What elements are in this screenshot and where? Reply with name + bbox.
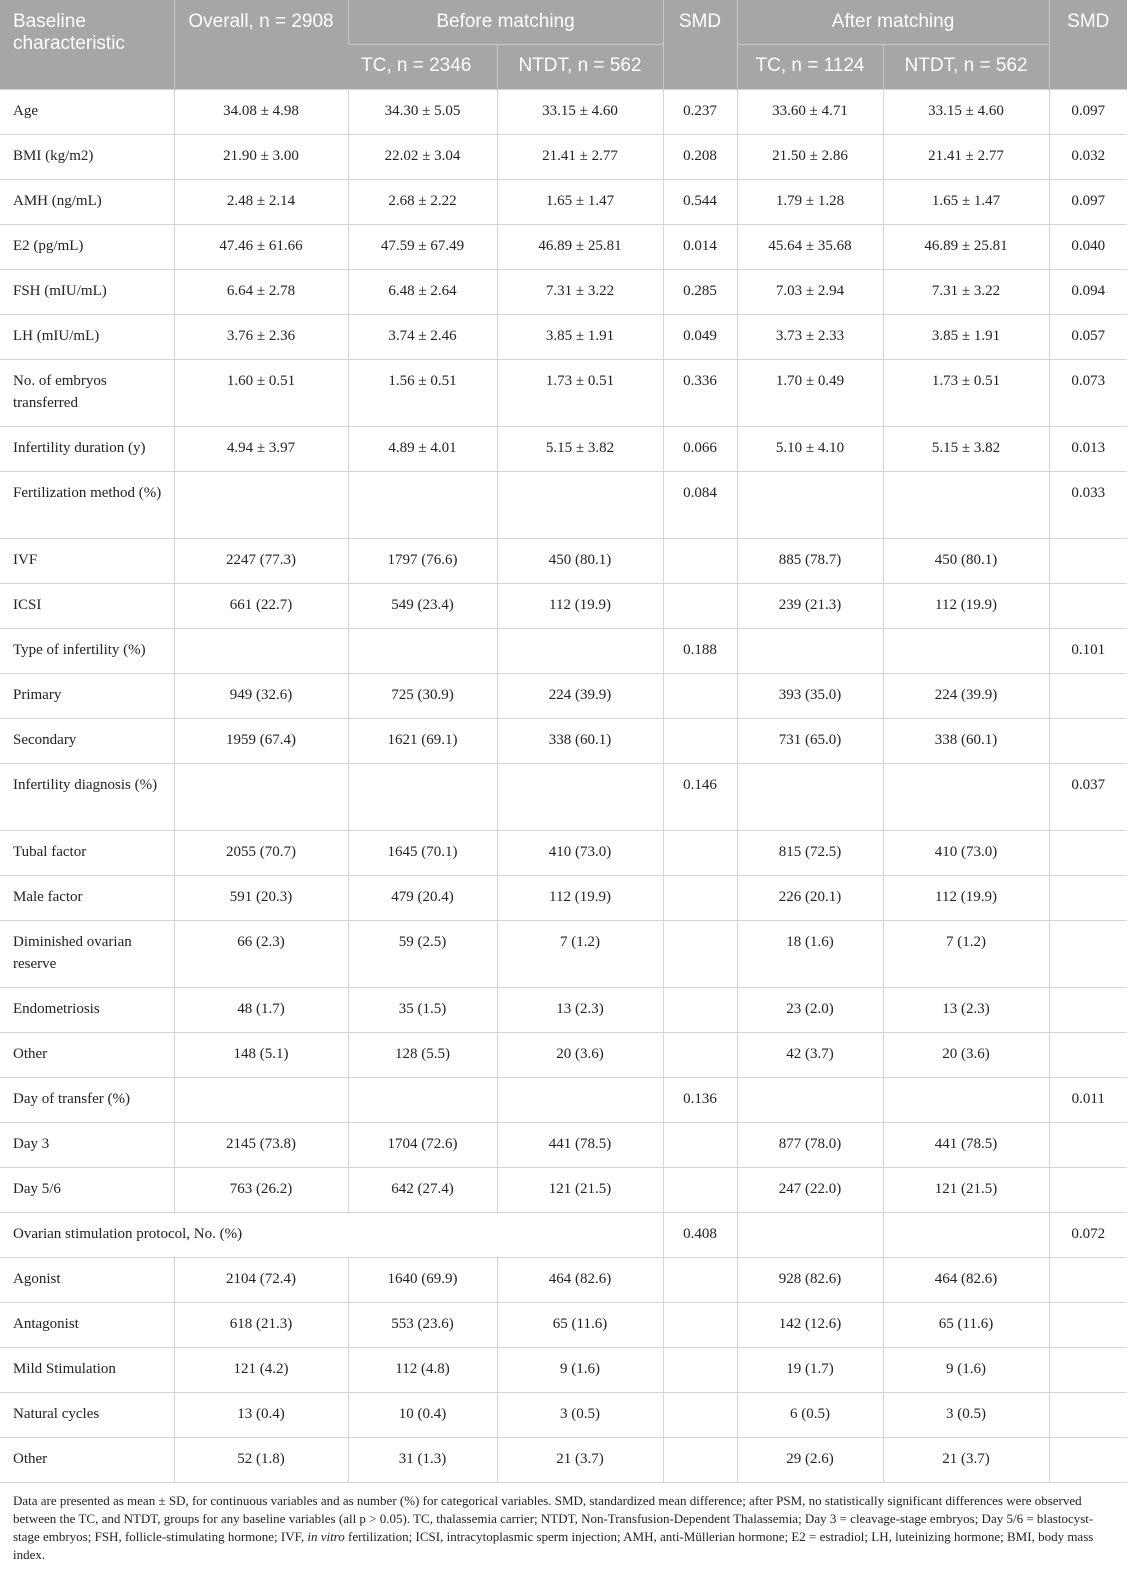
- cell-smd-after: 0.072: [1049, 1213, 1127, 1258]
- table-row: [0, 1258, 1127, 1303]
- cell-overall: 34.08 ± 4.98: [174, 90, 348, 135]
- cell-after-ntdt: 3.85 ± 1.91: [883, 315, 1049, 360]
- cell-smd-before: 0.066: [663, 427, 737, 472]
- table-row: [0, 1213, 1127, 1258]
- cell-after-tc: 45.64 ± 35.68: [737, 225, 883, 270]
- cell-smd-after: [1049, 1348, 1127, 1393]
- table-row: [0, 539, 1127, 584]
- header-smd-before: SMD: [663, 0, 737, 90]
- cell-before-ntdt: 338 (60.1): [497, 719, 663, 764]
- cell-smd-after: [1049, 988, 1127, 1033]
- cell-after-ntdt: 450 (80.1): [883, 539, 1049, 584]
- cell-before-tc: 59 (2.5): [348, 921, 497, 988]
- cell-smd-before: [663, 719, 737, 764]
- cell-after-tc: 6 (0.5): [737, 1393, 883, 1438]
- table-row: [0, 1078, 1127, 1123]
- row-label: IVF: [0, 539, 174, 584]
- cell-before-ntdt: 21.41 ± 2.77: [497, 135, 663, 180]
- cell-smd-after: 0.073: [1049, 360, 1127, 427]
- cell-smd-before: [663, 1168, 737, 1213]
- cell-before-ntdt: 13 (2.3): [497, 988, 663, 1033]
- cell-after-ntdt: [883, 764, 1049, 831]
- header-after-ntdt: NTDT, n = 562: [883, 45, 1049, 90]
- cell-after-ntdt: 7 (1.2): [883, 921, 1049, 988]
- cell-after-tc: 815 (72.5): [737, 831, 883, 876]
- cell-smd-after: 0.013: [1049, 427, 1127, 472]
- row-label: ICSI: [0, 584, 174, 629]
- cell-before-tc: 1645 (70.1): [348, 831, 497, 876]
- cell-smd-after: [1049, 584, 1127, 629]
- cell-smd-before: [663, 1438, 737, 1483]
- cell-smd-after: 0.057: [1049, 315, 1127, 360]
- cell-after-ntdt: 1.65 ± 1.47: [883, 180, 1049, 225]
- row-label: Type of infertility (%): [0, 629, 174, 674]
- row-label: Fertilization method (%): [0, 472, 174, 539]
- cell-overall: 2104 (72.4): [174, 1258, 348, 1303]
- cell-smd-before: 0.237: [663, 90, 737, 135]
- header-overall: Overall, n = 2908: [174, 0, 348, 90]
- cell-overall: 2145 (73.8): [174, 1123, 348, 1168]
- cell-after-ntdt: 224 (39.9): [883, 674, 1049, 719]
- table-row: [0, 1438, 1127, 1483]
- cell-after-ntdt: 46.89 ± 25.81: [883, 225, 1049, 270]
- cell-after-ntdt: 65 (11.6): [883, 1303, 1049, 1348]
- row-label: No. of embryos transferred: [0, 360, 174, 427]
- cell-smd-after: 0.033: [1049, 472, 1127, 539]
- cell-before-tc: 1797 (76.6): [348, 539, 497, 584]
- cell-overall: 949 (32.6): [174, 674, 348, 719]
- cell-before-tc: [348, 764, 497, 831]
- cell-before-ntdt: 9 (1.6): [497, 1348, 663, 1393]
- cell-before-tc: 35 (1.5): [348, 988, 497, 1033]
- cell-before-tc: 1621 (69.1): [348, 719, 497, 764]
- cell-overall: [174, 1078, 348, 1123]
- cell-overall: [174, 629, 348, 674]
- cell-after-tc: 731 (65.0): [737, 719, 883, 764]
- row-label: BMI (kg/m2): [0, 135, 174, 180]
- table-row: [0, 315, 1127, 360]
- row-label: Agonist: [0, 1258, 174, 1303]
- table-footnote: [0, 1483, 1123, 1564]
- header-before-tc: TC, n = 2346: [348, 45, 497, 90]
- cell-after-tc: 226 (20.1): [737, 876, 883, 921]
- cell-overall: 121 (4.2): [174, 1348, 348, 1393]
- cell-before-ntdt: [497, 1078, 663, 1123]
- table-row: [0, 764, 1127, 831]
- cell-before-tc: 1.56 ± 0.51: [348, 360, 497, 427]
- cell-smd-before: [663, 1393, 737, 1438]
- cell-smd-after: 0.037: [1049, 764, 1127, 831]
- cell-smd-after: [1049, 539, 1127, 584]
- cell-before-tc: 10 (0.4): [348, 1393, 497, 1438]
- table-row: [0, 719, 1127, 764]
- cell-smd-before: 0.544: [663, 180, 737, 225]
- footnote-italic: in vitro: [307, 1529, 345, 1544]
- cell-after-tc: [737, 1213, 883, 1258]
- row-label: E2 (pg/mL): [0, 225, 174, 270]
- table-row: [0, 360, 1127, 427]
- cell-after-tc: 247 (22.0): [737, 1168, 883, 1213]
- cell-after-ntdt: 33.15 ± 4.60: [883, 90, 1049, 135]
- cell-before-ntdt: 464 (82.6): [497, 1258, 663, 1303]
- cell-before-tc: 479 (20.4): [348, 876, 497, 921]
- cell-smd-before: 0.408: [663, 1213, 737, 1258]
- cell-after-tc: 1.70 ± 0.49: [737, 360, 883, 427]
- cell-before-ntdt: 224 (39.9): [497, 674, 663, 719]
- cell-before-tc: 128 (5.5): [348, 1033, 497, 1078]
- row-label: FSH (mIU/mL): [0, 270, 174, 315]
- header-before-matching: Before matching: [348, 0, 663, 45]
- cell-before-ntdt: [497, 764, 663, 831]
- row-label: Endometriosis: [0, 988, 174, 1033]
- cell-overall: 52 (1.8): [174, 1438, 348, 1483]
- cell-after-tc: [737, 472, 883, 539]
- table-row: [0, 1123, 1127, 1168]
- cell-after-tc: 19 (1.7): [737, 1348, 883, 1393]
- cell-overall: 591 (20.3): [174, 876, 348, 921]
- cell-before-tc: 553 (23.6): [348, 1303, 497, 1348]
- cell-smd-after: 0.101: [1049, 629, 1127, 674]
- table-row: [0, 584, 1127, 629]
- row-label: Mild Stimulation: [0, 1348, 174, 1393]
- cell-after-ntdt: 1.73 ± 0.51: [883, 360, 1049, 427]
- cell-smd-after: [1049, 1033, 1127, 1078]
- cell-after-tc: 29 (2.6): [737, 1438, 883, 1483]
- cell-overall: 6.64 ± 2.78: [174, 270, 348, 315]
- cell-smd-before: [663, 584, 737, 629]
- cell-smd-after: [1049, 1258, 1127, 1303]
- cell-before-ntdt: 1.65 ± 1.47: [497, 180, 663, 225]
- table-row: [0, 1393, 1127, 1438]
- cell-smd-before: [663, 921, 737, 988]
- table-row: [0, 831, 1127, 876]
- table-row: [0, 270, 1127, 315]
- cell-overall: 48 (1.7): [174, 988, 348, 1033]
- cell-after-tc: 928 (82.6): [737, 1258, 883, 1303]
- cell-after-tc: 877 (78.0): [737, 1123, 883, 1168]
- table-row: [0, 225, 1127, 270]
- row-label: AMH (ng/mL): [0, 180, 174, 225]
- table-row: [0, 427, 1127, 472]
- cell-overall: 763 (26.2): [174, 1168, 348, 1213]
- cell-smd-before: [663, 1033, 737, 1078]
- row-label: Diminished ovarian reserve: [0, 921, 174, 988]
- cell-before-tc: 22.02 ± 3.04: [348, 135, 497, 180]
- cell-overall: 21.90 ± 3.00: [174, 135, 348, 180]
- footnote-text: Data are presented as mean ± SD, for continuous variables and as number (%) for categorical variables. SMD, standardized mean difference; after PSM, no statistically significant differences were observed between the TC, and NTDT, groups for any baseline variables (all p > 0.05). TC, thalassemia carrier; NTDT, Non-Transfusion-Dependent Thalassemia; Day 3 = cleavage-stage embryos; Day 5/6 = blastocyst-stage embryos; FSH, follicle-stimulating hormone; IVF,: [13, 1493, 1094, 1544]
- cell-smd-after: 0.097: [1049, 90, 1127, 135]
- cell-after-ntdt: 338 (60.1): [883, 719, 1049, 764]
- cell-before-tc: [348, 629, 497, 674]
- cell-after-ntdt: 21 (3.7): [883, 1438, 1049, 1483]
- cell-smd-after: [1049, 1393, 1127, 1438]
- cell-after-ntdt: 5.15 ± 3.82: [883, 427, 1049, 472]
- header-baseline-characteristic: Baseline characteristic: [0, 0, 174, 90]
- row-label: Infertility duration (y): [0, 427, 174, 472]
- cell-smd-before: 0.285: [663, 270, 737, 315]
- cell-before-ntdt: 3 (0.5): [497, 1393, 663, 1438]
- cell-before-ntdt: 410 (73.0): [497, 831, 663, 876]
- cell-before-tc: 6.48 ± 2.64: [348, 270, 497, 315]
- cell-smd-after: [1049, 1438, 1127, 1483]
- cell-after-tc: [737, 764, 883, 831]
- cell-smd-after: [1049, 1303, 1127, 1348]
- table-row: [0, 472, 1127, 539]
- cell-after-tc: 393 (35.0): [737, 674, 883, 719]
- cell-overall: 661 (22.7): [174, 584, 348, 629]
- cell-before-ntdt: 3.85 ± 1.91: [497, 315, 663, 360]
- row-label: Secondary: [0, 719, 174, 764]
- cell-after-ntdt: 7.31 ± 3.22: [883, 270, 1049, 315]
- cell-smd-before: 0.084: [663, 472, 737, 539]
- row-label: Other: [0, 1438, 174, 1483]
- cell-smd-before: [663, 539, 737, 584]
- row-label: Tubal factor: [0, 831, 174, 876]
- cell-before-tc: 549 (23.4): [348, 584, 497, 629]
- cell-smd-after: [1049, 921, 1127, 988]
- cell-after-ntdt: 410 (73.0): [883, 831, 1049, 876]
- cell-smd-before: [663, 1348, 737, 1393]
- cell-after-ntdt: [883, 1078, 1049, 1123]
- cell-smd-before: 0.208: [663, 135, 737, 180]
- cell-before-ntdt: 5.15 ± 3.82: [497, 427, 663, 472]
- cell-smd-after: 0.032: [1049, 135, 1127, 180]
- cell-after-tc: 42 (3.7): [737, 1033, 883, 1078]
- cell-after-tc: [737, 1078, 883, 1123]
- cell-before-tc: 725 (30.9): [348, 674, 497, 719]
- cell-before-tc: 642 (27.4): [348, 1168, 497, 1213]
- footnote-text-end: fertilization; ICSI, intracytoplasmic sperm injection; AMH, anti-Müllerian hormone; E2 = estradiol; LH, luteinizing hormone; BMI, body mass index.: [13, 1529, 1094, 1562]
- cell-smd-before: 0.014: [663, 225, 737, 270]
- cell-smd-after: [1049, 831, 1127, 876]
- header-before-ntdt: NTDT, n = 562: [497, 45, 663, 90]
- row-label: Other: [0, 1033, 174, 1078]
- cell-overall: [174, 472, 348, 539]
- cell-before-ntdt: 450 (80.1): [497, 539, 663, 584]
- cell-after-tc: 3.73 ± 2.33: [737, 315, 883, 360]
- cell-after-tc: 142 (12.6): [737, 1303, 883, 1348]
- cell-overall: [174, 764, 348, 831]
- row-label: Day 3: [0, 1123, 174, 1168]
- cell-smd-before: [663, 831, 737, 876]
- cell-after-ntdt: 112 (19.9): [883, 584, 1049, 629]
- cell-smd-after: 0.094: [1049, 270, 1127, 315]
- cell-before-ntdt: 1.73 ± 0.51: [497, 360, 663, 427]
- cell-before-tc: 4.89 ± 4.01: [348, 427, 497, 472]
- cell-after-tc: [737, 629, 883, 674]
- cell-before-tc: 1704 (72.6): [348, 1123, 497, 1168]
- cell-before-ntdt: 121 (21.5): [497, 1168, 663, 1213]
- header-after-tc: TC, n = 1124: [737, 45, 883, 90]
- cell-smd-before: [663, 988, 737, 1033]
- cell-before-ntdt: 441 (78.5): [497, 1123, 663, 1168]
- cell-after-tc: 5.10 ± 4.10: [737, 427, 883, 472]
- row-label: Natural cycles: [0, 1393, 174, 1438]
- cell-smd-before: 0.136: [663, 1078, 737, 1123]
- cell-after-tc: 33.60 ± 4.71: [737, 90, 883, 135]
- cell-after-ntdt: 441 (78.5): [883, 1123, 1049, 1168]
- cell-before-tc: 3.74 ± 2.46: [348, 315, 497, 360]
- cell-after-tc: 21.50 ± 2.86: [737, 135, 883, 180]
- table-body: [0, 90, 1127, 1483]
- table-row: [0, 1303, 1127, 1348]
- cell-after-ntdt: 464 (82.6): [883, 1258, 1049, 1303]
- cell-after-tc: 23 (2.0): [737, 988, 883, 1033]
- cell-after-tc: 7.03 ± 2.94: [737, 270, 883, 315]
- cell-smd-after: [1049, 674, 1127, 719]
- table-row: [0, 180, 1127, 225]
- cell-overall: 2055 (70.7): [174, 831, 348, 876]
- cell-overall: 3.76 ± 2.36: [174, 315, 348, 360]
- cell-before-ntdt: 20 (3.6): [497, 1033, 663, 1078]
- cell-smd-before: [663, 876, 737, 921]
- cell-after-ntdt: [883, 1213, 1049, 1258]
- table-row: [0, 1168, 1127, 1213]
- row-label: Age: [0, 90, 174, 135]
- cell-smd-before: 0.336: [663, 360, 737, 427]
- cell-overall: 13 (0.4): [174, 1393, 348, 1438]
- cell-after-ntdt: 3 (0.5): [883, 1393, 1049, 1438]
- cell-smd-after: [1049, 719, 1127, 764]
- cell-before-tc: 34.30 ± 5.05: [348, 90, 497, 135]
- cell-smd-after: 0.040: [1049, 225, 1127, 270]
- cell-before-tc: [348, 472, 497, 539]
- row-label: Antagonist: [0, 1303, 174, 1348]
- cell-smd-after: [1049, 1123, 1127, 1168]
- row-label: Primary: [0, 674, 174, 719]
- cell-after-tc: 1.79 ± 1.28: [737, 180, 883, 225]
- cell-overall: 66 (2.3): [174, 921, 348, 988]
- cell-overall: 618 (21.3): [174, 1303, 348, 1348]
- cell-before-ntdt: 112 (19.9): [497, 876, 663, 921]
- cell-before-ntdt: 112 (19.9): [497, 584, 663, 629]
- cell-before-tc: 2.68 ± 2.22: [348, 180, 497, 225]
- cell-before-tc: 31 (1.3): [348, 1438, 497, 1483]
- cell-smd-after: 0.011: [1049, 1078, 1127, 1123]
- table-row: [0, 90, 1127, 135]
- cell-overall: 2247 (77.3): [174, 539, 348, 584]
- table-row: [0, 921, 1127, 988]
- cell-overall: 148 (5.1): [174, 1033, 348, 1078]
- row-label: Infertility diagnosis (%): [0, 764, 174, 831]
- cell-after-ntdt: 9 (1.6): [883, 1348, 1049, 1393]
- cell-overall: 4.94 ± 3.97: [174, 427, 348, 472]
- cell-after-ntdt: 121 (21.5): [883, 1168, 1049, 1213]
- cell-after-tc: 885 (78.7): [737, 539, 883, 584]
- cell-before-ntdt: 21 (3.7): [497, 1438, 663, 1483]
- table-row: [0, 988, 1127, 1033]
- cell-before-ntdt: 65 (11.6): [497, 1303, 663, 1348]
- cell-before-tc: 47.59 ± 67.49: [348, 225, 497, 270]
- table-row: [0, 876, 1127, 921]
- cell-after-tc: 239 (21.3): [737, 584, 883, 629]
- cell-overall: 1959 (67.4): [174, 719, 348, 764]
- row-label: LH (mIU/mL): [0, 315, 174, 360]
- table-row: [0, 1033, 1127, 1078]
- table-row: [0, 674, 1127, 719]
- cell-after-ntdt: [883, 629, 1049, 674]
- row-label: Day of transfer (%): [0, 1078, 174, 1123]
- row-label: Ovarian stimulation protocol, No. (%): [0, 1213, 663, 1258]
- cell-before-tc: 1640 (69.9): [348, 1258, 497, 1303]
- cell-overall: 47.46 ± 61.66: [174, 225, 348, 270]
- row-label: Male factor: [0, 876, 174, 921]
- cell-smd-after: [1049, 876, 1127, 921]
- cell-after-ntdt: [883, 472, 1049, 539]
- header-smd-after: SMD: [1049, 0, 1127, 90]
- cell-after-ntdt: 21.41 ± 2.77: [883, 135, 1049, 180]
- cell-before-ntdt: 46.89 ± 25.81: [497, 225, 663, 270]
- cell-smd-before: 0.188: [663, 629, 737, 674]
- cell-before-ntdt: [497, 472, 663, 539]
- cell-smd-before: 0.146: [663, 764, 737, 831]
- row-label: Day 5/6: [0, 1168, 174, 1213]
- cell-before-tc: 112 (4.8): [348, 1348, 497, 1393]
- cell-after-tc: 18 (1.6): [737, 921, 883, 988]
- cell-after-ntdt: 20 (3.6): [883, 1033, 1049, 1078]
- cell-smd-before: 0.049: [663, 315, 737, 360]
- table-row: [0, 1348, 1127, 1393]
- cell-smd-after: 0.097: [1049, 180, 1127, 225]
- cell-after-ntdt: 112 (19.9): [883, 876, 1049, 921]
- cell-before-tc: [348, 1078, 497, 1123]
- cell-before-ntdt: [497, 629, 663, 674]
- cell-after-ntdt: 13 (2.3): [883, 988, 1049, 1033]
- cell-smd-before: [663, 674, 737, 719]
- cell-smd-before: [663, 1123, 737, 1168]
- cell-smd-after: [1049, 1168, 1127, 1213]
- header-after-matching: After matching: [737, 0, 1049, 45]
- cell-overall: 1.60 ± 0.51: [174, 360, 348, 427]
- cell-before-ntdt: 33.15 ± 4.60: [497, 90, 663, 135]
- cell-smd-before: [663, 1303, 737, 1348]
- table-row: [0, 135, 1127, 180]
- cell-overall: 2.48 ± 2.14: [174, 180, 348, 225]
- cell-smd-before: [663, 1258, 737, 1303]
- cell-before-ntdt: 7 (1.2): [497, 921, 663, 988]
- cell-before-ntdt: 7.31 ± 3.22: [497, 270, 663, 315]
- table-row: [0, 629, 1127, 674]
